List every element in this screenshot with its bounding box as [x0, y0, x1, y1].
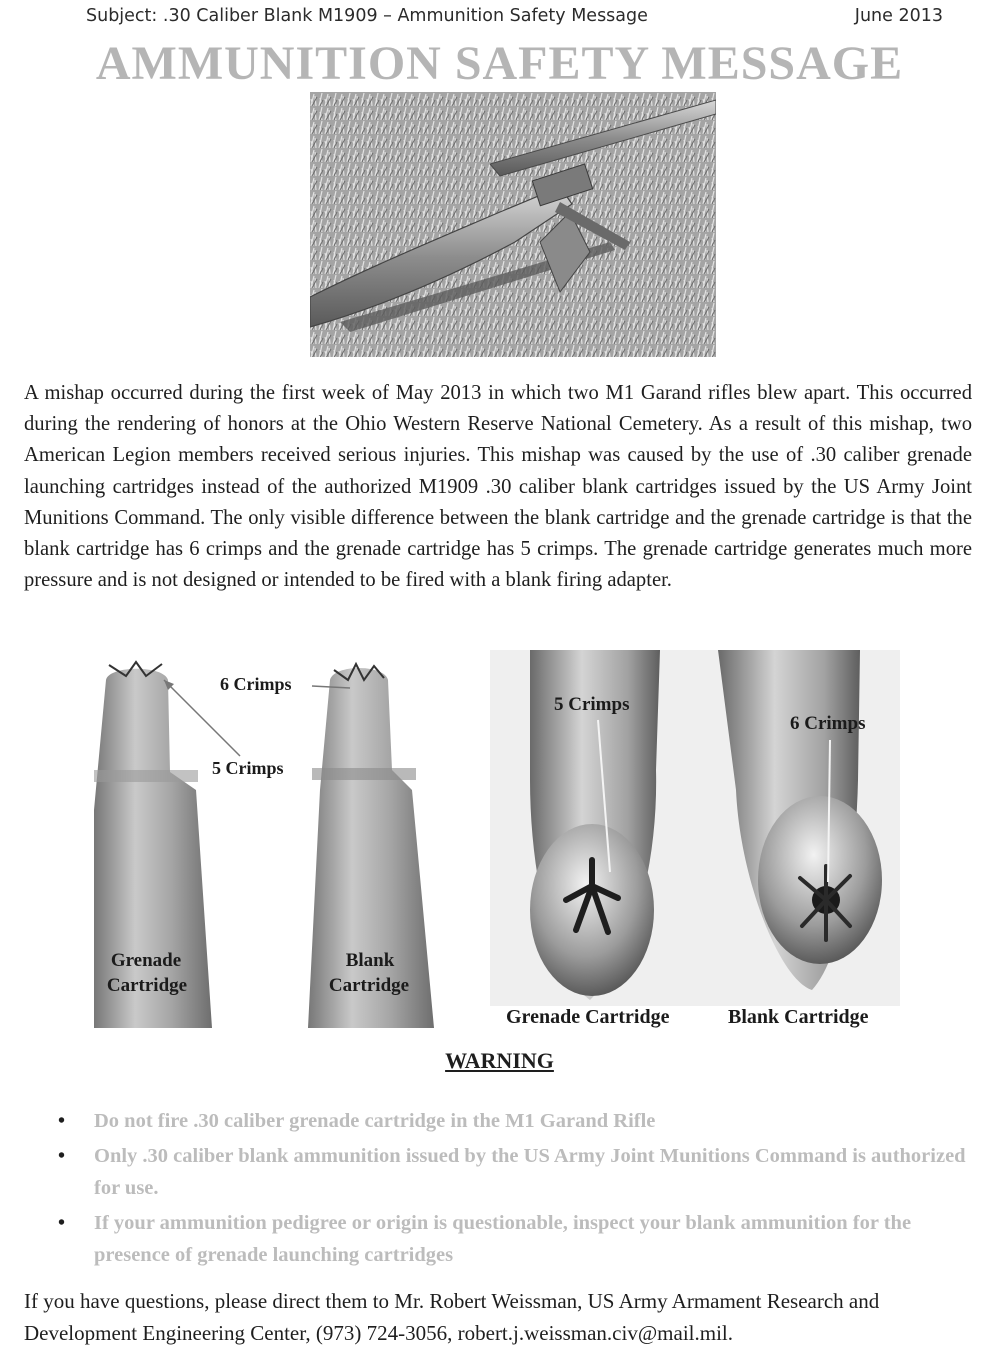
cartridge-tip-graphic: [490, 650, 900, 1028]
tip-caption-grenade: Grenade Cartridge: [506, 1006, 670, 1028]
side-label-blank-line1: Blank: [345, 950, 395, 971]
warning-item-text: Do not fire .30 caliber grenade cartridge in the M1 Garand Rifle: [94, 1110, 656, 1132]
side-label-six-crimps: 6 Crimps: [220, 674, 292, 694]
rifle-photo: [310, 92, 716, 357]
subject-line: Subject: .30 Caliber Blank M1909 – Ammunition Safety Message: [86, 6, 648, 26]
warning-item-text: If your ammunition pedigree or origin is questionable, inspect your blank ammunition for the presence of grenade launching cartridges: [94, 1212, 912, 1266]
cartridge-tip-photo: [490, 650, 900, 1028]
tip-label-five-crimps: 5 Crimps: [554, 694, 630, 715]
tip-caption-blank: Blank Cartridge: [728, 1006, 869, 1028]
bullet: •: [58, 1110, 66, 1132]
warning-item: [56, 1140, 976, 1204]
warning-item: [56, 1105, 976, 1137]
rifle-photo-graphic: [310, 92, 716, 357]
bullet: •: [58, 1212, 66, 1234]
mishap-description: A mishap occurred during the first week of May 2013 in which two M1 Garand rifles blew apart. This occurred during the rendering of honors at the Ohio Western Reserve National Cemetery. As a result of this mishap, two American Legion members received serious injuries. This mishap was caused by the use of .30 caliber grenade launching cartridges instead of the authorized M1909 .30 caliber blank cartridges issued by the US Army Joint Munitions Command. The only visible difference between the blank cartridge and the grenade cartridge is that the blank cartridge has 6 crimps and the grenade cartridge has 5 crimps. The grenade cartridge generates much more pressure and is not designed or intended to be fired with a blank firing adapter.: [24, 382, 972, 592]
document-date: June 2013: [854, 6, 943, 26]
cartridge-side-graphic: [94, 660, 434, 1028]
side-label-blank-line2: Cartridge: [328, 975, 410, 996]
warning-item-text: Only .30 caliber blank ammunition issued by the US Army Joint Munitions Command is authorized for use.: [94, 1145, 966, 1199]
contact-paragraph: If you have questions, please direct them to Mr. Robert Weissman, US Army Armament Research and Development Engineering Center, (973) 724-3056, robert.j.weissman.civ@mail.mil.: [24, 1289, 880, 1345]
bullet: •: [58, 1145, 66, 1167]
warning-list: [56, 1105, 976, 1274]
warning-item: [56, 1207, 976, 1271]
cartridge-side-photo: [94, 660, 434, 1028]
warning-heading: WARNING: [445, 1048, 554, 1073]
page-title: AMMUNITION SAFETY MESSAGE: [95, 37, 904, 90]
side-label-five-crimps: 5 Crimps: [212, 758, 284, 778]
side-label-grenade-line2: Cartridge: [106, 975, 188, 996]
side-label-grenade-line1: Grenade: [110, 950, 182, 971]
tip-label-six-crimps: 6 Crimps: [790, 713, 866, 734]
document-header: [86, 6, 943, 30]
